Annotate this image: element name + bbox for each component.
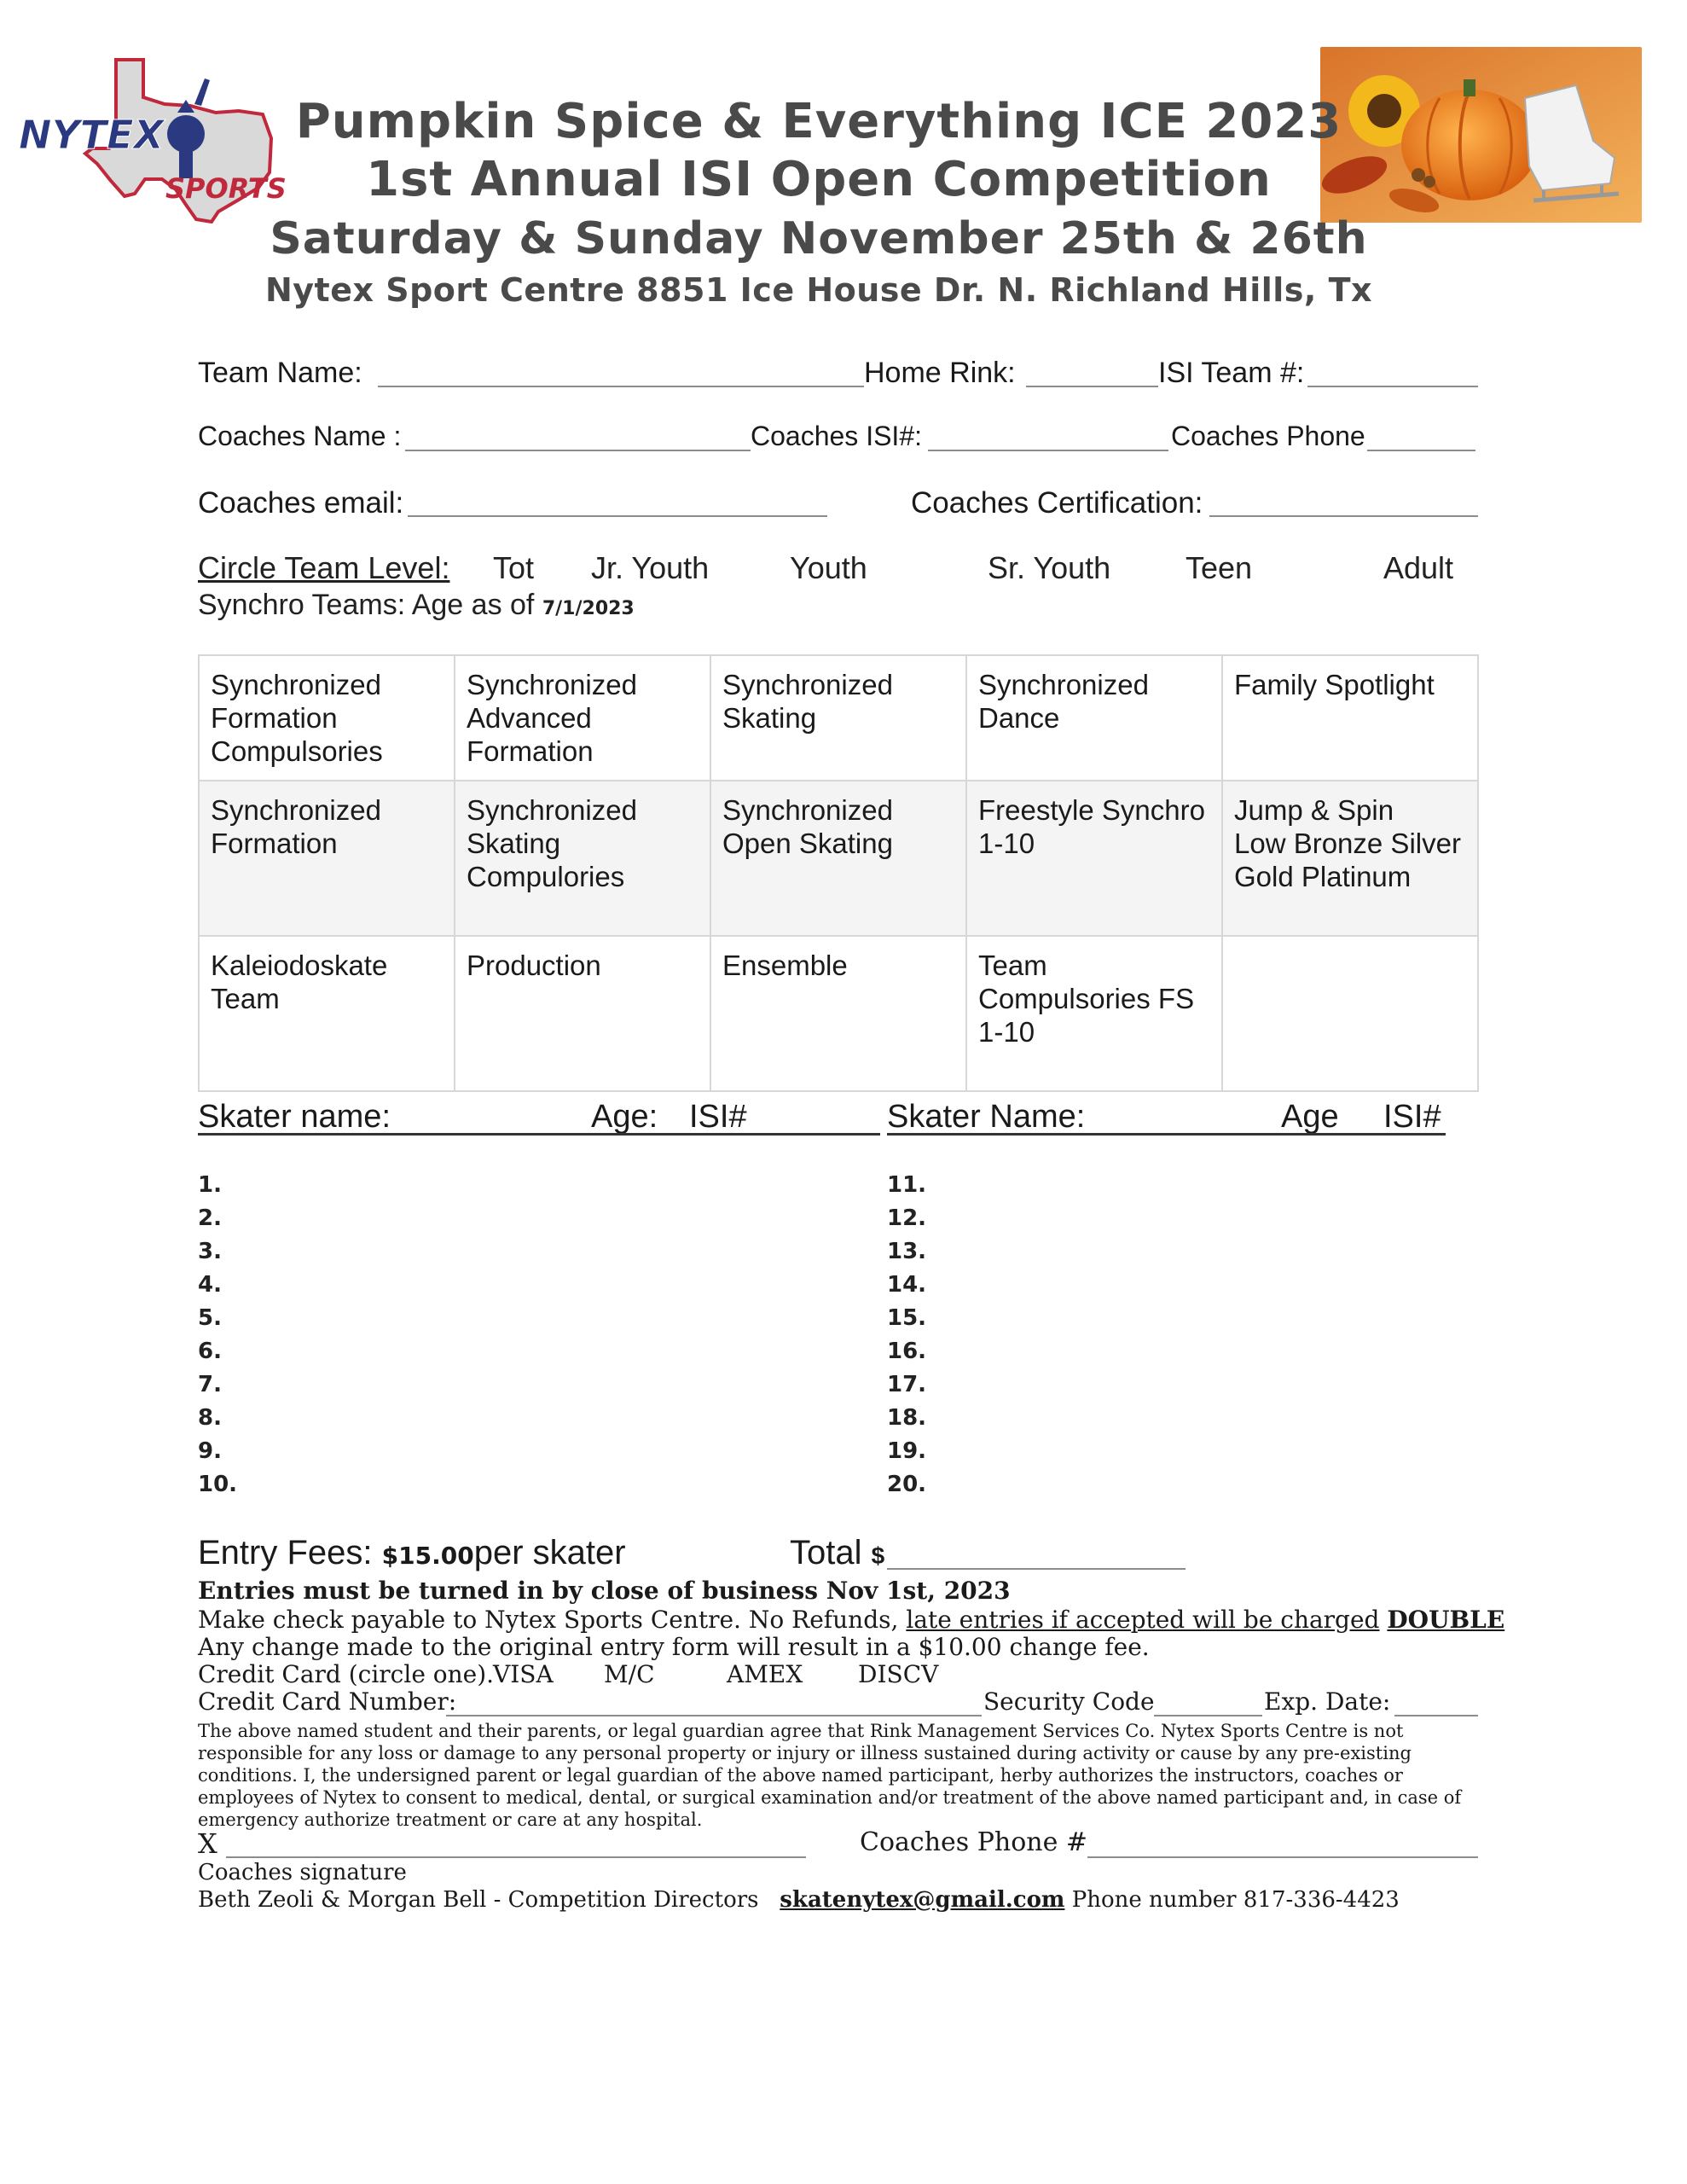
total-dollar-sign: $: [871, 1542, 885, 1569]
per-skater-label: per skater: [473, 1534, 626, 1571]
event-cell[interactable]: Synchronized Advanced Formation: [455, 655, 710, 781]
credit-card-label: Credit Card (circle one).: [198, 1660, 495, 1688]
table-row: [199, 936, 1478, 1091]
skater-header-underline-right: [887, 1133, 1446, 1136]
logo-wordmark: NYTEX: [19, 112, 165, 158]
isi-header-right: ISI#: [1383, 1099, 1441, 1135]
event-cell[interactable]: Family Spotlight: [1222, 655, 1478, 781]
level-option-adult[interactable]: Adult: [1383, 550, 1454, 585]
event-title: Pumpkin Spice & Everything ICE 2023: [295, 94, 1342, 149]
logo-subtext: SPORTS: [165, 172, 287, 205]
home-rink-field[interactable]: [1026, 386, 1158, 387]
skater-entry-number[interactable]: 15.: [887, 1305, 927, 1331]
event-cell[interactable]: Synchronized Skating: [710, 655, 966, 781]
coaches-name-field[interactable]: [405, 450, 751, 451]
level-option-youth[interactable]: Youth: [790, 550, 867, 585]
coaches-cert-label: Coaches Certification:: [911, 486, 1203, 520]
credit-card-number-label: Credit Card Number:: [198, 1687, 457, 1716]
skater-entry-number[interactable]: 13.: [887, 1239, 927, 1264]
skater-entry-number[interactable]: 2.: [198, 1205, 222, 1231]
coaches-phone-number-label: Coaches Phone #: [860, 1827, 1088, 1857]
skater-entry-number[interactable]: 18.: [887, 1405, 927, 1431]
coaches-phone-field[interactable]: [1367, 450, 1475, 451]
coaches-phone-number-field[interactable]: [1087, 1856, 1478, 1858]
nytex-sports-logo: [15, 53, 288, 224]
skater-entry-number[interactable]: 6.: [198, 1339, 222, 1364]
skater-name-header-left: Skater name:: [198, 1099, 391, 1135]
coaches-signature-caption: Coaches signature: [198, 1860, 407, 1885]
security-code-field[interactable]: [1154, 1715, 1262, 1716]
isi-team-label: ISI Team #:: [1158, 357, 1305, 389]
credit-card-number-field[interactable]: [446, 1715, 982, 1716]
skater-entry-number[interactable]: 4.: [198, 1272, 222, 1298]
skater-header-underline-left: [198, 1133, 880, 1136]
skater-entry-number[interactable]: 3.: [198, 1239, 222, 1264]
deadline-notice: Entries must be turned in by close of business Nov 1st, 2023: [198, 1577, 1011, 1605]
exp-date-label: Exp. Date:: [1264, 1687, 1391, 1716]
total-label-group: [790, 1534, 884, 1572]
contact-line: [198, 1887, 1400, 1913]
skater-entry-number[interactable]: 14.: [887, 1272, 927, 1298]
event-cell[interactable]: Synchronized Dance: [966, 655, 1222, 781]
synchro-age-note: [198, 589, 635, 622]
event-cell[interactable]: [1222, 936, 1478, 1091]
event-cell[interactable]: Jump & Spin Low Bronze Silver Gold Platinum: [1222, 781, 1478, 936]
level-option-jr-youth[interactable]: Jr. Youth: [591, 550, 710, 585]
home-rink-label: Home Rink:: [864, 357, 1016, 389]
isi-team-field[interactable]: [1307, 386, 1478, 387]
event-cell[interactable]: Ensemble: [710, 936, 966, 1091]
skater-entry-number[interactable]: 5.: [198, 1305, 222, 1331]
skater-entry-number[interactable]: 8.: [198, 1405, 222, 1431]
entry-fees-label: Entry Fees:: [198, 1534, 373, 1571]
circle-team-level-label: Circle Team Level:: [198, 550, 450, 585]
team-name-field[interactable]: [378, 386, 864, 387]
contact-phone: Phone number 817-336-4423: [1071, 1887, 1400, 1913]
total-label: Total: [790, 1534, 862, 1571]
skater-entry-number[interactable]: 19.: [887, 1438, 927, 1464]
skater-entry-number[interactable]: 12.: [887, 1205, 927, 1231]
skater-entry-number[interactable]: 9.: [198, 1438, 222, 1464]
competition-title: 1st Annual ISI Open Competition: [366, 152, 1272, 207]
check-payable-line: [198, 1606, 1504, 1634]
coaches-cert-field[interactable]: [1209, 515, 1478, 517]
venue-address: Nytex Sport Centre 8851 Ice House Dr. N. Richland Hills, Tx: [264, 271, 1373, 309]
double-text: DOUBLE: [1387, 1606, 1505, 1634]
skater-entry-number[interactable]: 10.: [198, 1472, 238, 1497]
cc-option-discv[interactable]: DISCV: [858, 1660, 939, 1688]
team-name-label: Team Name:: [198, 357, 362, 389]
skater-name-header-right: Skater Name:: [887, 1099, 1086, 1135]
coaches-email-label: Coaches email:: [198, 486, 404, 520]
skater-entry-number[interactable]: 16.: [887, 1339, 927, 1364]
age-header-right: Age: [1281, 1099, 1339, 1135]
coaches-email-field[interactable]: [408, 515, 827, 517]
event-cell[interactable]: Kaleiodoskate Team: [199, 936, 455, 1091]
skater-entry-number[interactable]: 1.: [198, 1172, 222, 1198]
cc-option-visa[interactable]: VISA: [493, 1660, 554, 1688]
skater-entry-number[interactable]: 20.: [887, 1472, 927, 1497]
contact-email-link[interactable]: skatenytex@gmail.com: [780, 1887, 1065, 1913]
liability-waiver: The above named student and their parents, or legal guardian agree that Rink Management Services Co. Nytex Sports Centre is not responsible for any loss or damage to any personal property or injury or illness sustained during activity or cause by any pre-existing conditions. I, the undersigned parent or legal guardian of the above named participant, herby authorizes the instructors, coaches or employees of Nytex to consent to medical, dental, or surgical examination and/or treatment of the above named participant and, in case of emergency authorize treatment or care at any hospital.: [198, 1721, 1462, 1830]
change-fee-note: Any change made to the original entry form will result in a $10.00 change fee.: [198, 1633, 1150, 1661]
table-row: [199, 655, 1478, 781]
synchro-age-date: 7/1/2023: [542, 598, 635, 619]
isi-header-left: ISI#: [689, 1099, 747, 1135]
cc-option-amex[interactable]: AMEX: [727, 1660, 803, 1688]
level-option-sr-youth[interactable]: Sr. Youth: [988, 550, 1111, 585]
event-cell[interactable]: Synchronized Formation Compulsories: [199, 655, 455, 781]
late-entries-text: late entries if accepted will be charged: [906, 1606, 1380, 1634]
event-dates: Saturday & Sunday November 25th & 26th: [270, 213, 1368, 264]
table-row: [199, 781, 1478, 936]
coaches-isi-field[interactable]: [928, 450, 1168, 451]
entry-fee-amount: $15.00: [381, 1542, 474, 1570]
event-cell[interactable]: Synchronized Open Skating: [710, 781, 966, 936]
cc-option-mc[interactable]: M/C: [604, 1660, 655, 1688]
skater-entry-number[interactable]: 11.: [887, 1172, 927, 1198]
total-field[interactable]: [887, 1568, 1186, 1570]
event-cell[interactable]: Team Compulsories FS 1-10: [966, 936, 1222, 1091]
level-option-tot[interactable]: Tot: [493, 550, 535, 585]
entry-fees-line: [198, 1534, 626, 1572]
skater-entry-number[interactable]: 7.: [198, 1372, 222, 1397]
level-option-teen[interactable]: Teen: [1186, 550, 1253, 585]
events-table: [198, 654, 1479, 1092]
coaches-phone-label: Coaches Phone: [1171, 421, 1365, 451]
coaches-signature-field[interactable]: [226, 1856, 806, 1858]
check-payable-text: Make check payable to Nytex Sports Centre. No Refunds,: [198, 1606, 899, 1634]
exp-date-field[interactable]: [1394, 1715, 1478, 1716]
directors-text: Beth Zeoli & Morgan Bell - Competition Directors: [198, 1887, 759, 1913]
event-cell[interactable]: Freestyle Synchro 1-10: [966, 781, 1222, 936]
event-cell[interactable]: Synchronized Skating Compulories: [455, 781, 710, 936]
event-cell[interactable]: Production: [455, 936, 710, 1091]
age-header-left: Age:: [591, 1099, 658, 1135]
skater-entry-number[interactable]: 17.: [887, 1372, 927, 1397]
coaches-name-label: Coaches Name :: [198, 421, 402, 451]
coaches-isi-label: Coaches ISI#:: [751, 421, 922, 451]
security-code-label: Security Code: [983, 1687, 1155, 1716]
signature-x: X: [198, 1827, 217, 1860]
event-cell[interactable]: Synchronized Formation: [199, 781, 455, 936]
synchro-age-prefix: Synchro Teams: Age as of: [198, 589, 535, 621]
